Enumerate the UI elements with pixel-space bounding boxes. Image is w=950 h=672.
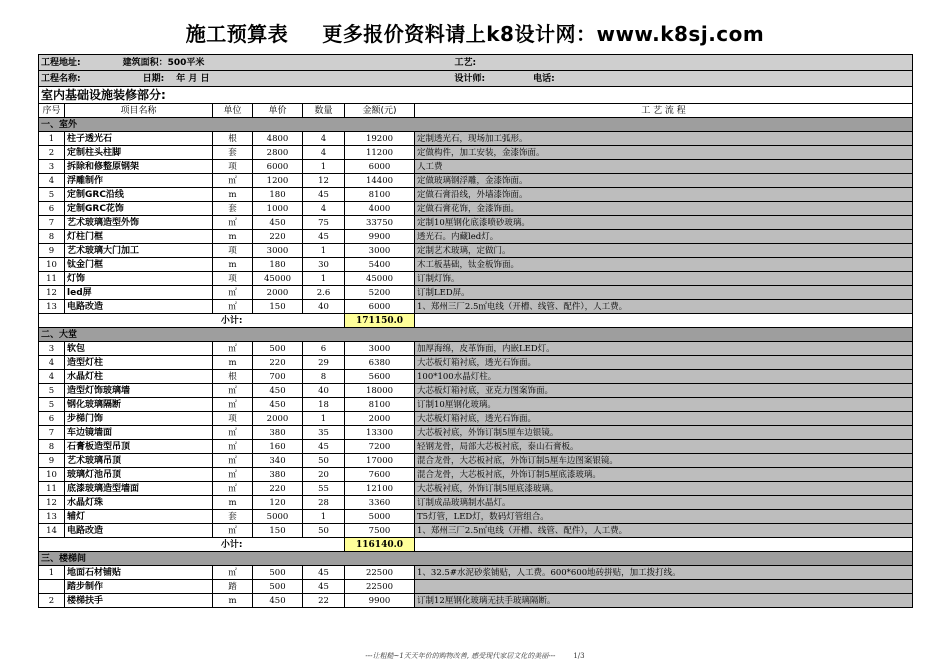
item-unit: ㎡ <box>213 342 253 356</box>
item-unit: 项 <box>213 160 253 174</box>
section-title: 室内基础设施装修部分: <box>39 87 913 104</box>
item-quantity: 40 <box>303 384 345 398</box>
item-quantity: 45 <box>303 188 345 202</box>
item-amount: 3000 <box>345 244 415 258</box>
item-name: 钛金门框 <box>65 258 213 272</box>
item-process: 1、32.5#水泥砂浆铺贴，人工费。600*600地砖拼贴，加工拨打线。 <box>415 566 913 580</box>
item-unit-price: 500 <box>253 566 303 580</box>
item-unit: ㎡ <box>213 524 253 538</box>
item-process: 定做石膏花饰，金漆饰面。 <box>415 202 913 216</box>
item-amount: 9900 <box>345 230 415 244</box>
table-row <box>39 510 913 524</box>
item-name: 定制GRC花饰 <box>65 202 213 216</box>
item-unit-price: 500 <box>253 342 303 356</box>
category-title: 三、楼梯间 <box>39 552 913 566</box>
item-unit-price: 120 <box>253 496 303 510</box>
item-unit-price: 160 <box>253 440 303 454</box>
item-index: 1 <box>39 566 65 580</box>
designer-label: 设计师: <box>454 73 486 84</box>
table-row <box>39 440 913 454</box>
item-quantity: 50 <box>303 524 345 538</box>
item-unit-price: 6000 <box>253 160 303 174</box>
item-index: 3 <box>39 342 65 356</box>
table-row <box>39 482 913 496</box>
item-unit-price: 450 <box>253 216 303 230</box>
item-index: 4 <box>39 356 65 370</box>
item-amount: 11200 <box>345 146 415 160</box>
table-row <box>39 258 913 272</box>
item-name: 浮雕制作 <box>65 174 213 188</box>
item-index: 7 <box>39 426 65 440</box>
table-row <box>39 160 913 174</box>
item-unit-price: 340 <box>253 454 303 468</box>
table-row <box>39 202 913 216</box>
budget-sheet <box>38 54 913 608</box>
item-unit-price: 220 <box>253 230 303 244</box>
item-index <box>39 580 65 594</box>
item-unit: 项 <box>213 412 253 426</box>
item-unit: 踏 <box>213 580 253 594</box>
item-unit: ㎡ <box>213 300 253 314</box>
item-process: 定做玻璃钢浮雕，金漆饰面。 <box>415 174 913 188</box>
item-unit: 项 <box>213 272 253 286</box>
item-index: 5 <box>39 384 65 398</box>
item-amount: 14400 <box>345 174 415 188</box>
item-unit: 套 <box>213 146 253 160</box>
item-unit-price: 4800 <box>253 132 303 146</box>
item-amount: 19200 <box>345 132 415 146</box>
item-amount: 12100 <box>345 482 415 496</box>
item-process: T5灯管，LED灯，数码灯管组合。 <box>415 510 913 524</box>
item-amount: 45000 <box>345 272 415 286</box>
item-unit-price: 450 <box>253 384 303 398</box>
item-process: 100*100水晶灯柱。 <box>415 370 913 384</box>
item-process: 加厚海绵，皮革饰面，内嵌LED灯。 <box>415 342 913 356</box>
category-row <box>39 328 913 342</box>
item-index: 3 <box>39 160 65 174</box>
item-index: 6 <box>39 412 65 426</box>
subtotal-amount: 171150.0 <box>345 314 415 328</box>
date-fields: 年 月 日 <box>176 73 210 84</box>
table-row <box>39 468 913 482</box>
item-unit-price: 5000 <box>253 510 303 524</box>
item-unit: ㎡ <box>213 216 253 230</box>
item-index: 5 <box>39 398 65 412</box>
item-index: 8 <box>39 230 65 244</box>
item-quantity: 4 <box>303 132 345 146</box>
page-number: 1/3 <box>573 652 585 660</box>
item-amount: 7500 <box>345 524 415 538</box>
item-process: 混合龙骨，大芯板衬底，外饰订制5厘底漆玻璃。 <box>415 468 913 482</box>
item-unit: m <box>213 594 253 608</box>
item-quantity: 75 <box>303 216 345 230</box>
item-unit: m <box>213 356 253 370</box>
header-quantity: 数量 <box>303 104 345 118</box>
item-index: 12 <box>39 496 65 510</box>
item-unit-price: 1200 <box>253 174 303 188</box>
item-quantity: 40 <box>303 300 345 314</box>
item-index: 11 <box>39 272 65 286</box>
item-name: 定制柱头柱脚 <box>65 146 213 160</box>
item-quantity: 22 <box>303 594 345 608</box>
item-name: 柱子透光石 <box>65 132 213 146</box>
item-amount: 2000 <box>345 412 415 426</box>
table-row <box>39 300 913 314</box>
table-row <box>39 454 913 468</box>
table-row <box>39 580 913 594</box>
item-amount: 4000 <box>345 202 415 216</box>
item-index: 10 <box>39 258 65 272</box>
item-index: 8 <box>39 440 65 454</box>
item-unit-price: 450 <box>253 594 303 608</box>
item-quantity: 8 <box>303 370 345 384</box>
item-amount: 3360 <box>345 496 415 510</box>
item-unit: m <box>213 230 253 244</box>
item-unit-price: 3000 <box>253 244 303 258</box>
project-address-label: 工程地址: 建筑面积：500平米 <box>39 55 213 71</box>
item-unit-price: 150 <box>253 524 303 538</box>
item-process: 订制成品玻璃制水晶灯。 <box>415 496 913 510</box>
item-name: 造型灯饰玻璃墙 <box>65 384 213 398</box>
item-process: 大芯板灯箱衬底，亚克力图案饰面。 <box>415 384 913 398</box>
item-process: 定制艺术玻璃，定做门。 <box>415 244 913 258</box>
item-quantity: 29 <box>303 356 345 370</box>
building-area: 建筑面积：500平米 <box>122 57 205 68</box>
table-row <box>39 496 913 510</box>
table-row <box>39 594 913 608</box>
item-amount: 5600 <box>345 370 415 384</box>
item-amount: 17000 <box>345 454 415 468</box>
item-unit-price: 220 <box>253 356 303 370</box>
item-name: 楼梯扶手 <box>65 594 213 608</box>
item-process: 定做构件，加工安装，金漆饰面。 <box>415 146 913 160</box>
item-name: 步梯门饰 <box>65 412 213 426</box>
table-row <box>39 566 913 580</box>
item-unit-price: 700 <box>253 370 303 384</box>
date-label: 日期: <box>142 73 165 84</box>
table-row <box>39 146 913 160</box>
category-row <box>39 552 913 566</box>
item-quantity: 1 <box>303 244 345 258</box>
item-name: 水晶灯柱 <box>65 370 213 384</box>
item-unit: 套 <box>213 202 253 216</box>
item-name: 定制GRC沿线 <box>65 188 213 202</box>
item-process: 订制12厘钢化玻璃无扶手玻璃隔断。 <box>415 594 913 608</box>
item-process: 大芯板衬底，外饰订制5厘车边银镜。 <box>415 426 913 440</box>
item-unit: 项 <box>213 244 253 258</box>
item-unit-price: 45000 <box>253 272 303 286</box>
item-name: 玻璃灯池吊顶 <box>65 468 213 482</box>
table-row <box>39 174 913 188</box>
item-name: 地面石材铺贴 <box>65 566 213 580</box>
item-index: 9 <box>39 244 65 258</box>
item-quantity: 1 <box>303 160 345 174</box>
item-process: 透光石。内藏led灯。 <box>415 230 913 244</box>
item-name: 踏步制作 <box>65 580 213 594</box>
item-unit-price: 180 <box>253 188 303 202</box>
item-quantity: 1 <box>303 412 345 426</box>
item-name: 艺术玻璃造型外饰 <box>65 216 213 230</box>
item-index: 11 <box>39 482 65 496</box>
item-amount: 22500 <box>345 580 415 594</box>
item-unit: ㎡ <box>213 440 253 454</box>
title-promo: 更多报价资料请上k8设计网：www.k8sj.com <box>322 22 765 46</box>
item-quantity: 18 <box>303 398 345 412</box>
info-row-address <box>39 55 913 71</box>
item-name: 底漆玻璃造型墙面 <box>65 482 213 496</box>
item-unit-price: 2000 <box>253 286 303 300</box>
item-process: 定做石膏沿线，外墙漆饰面。 <box>415 188 913 202</box>
item-name: 软包 <box>65 342 213 356</box>
item-amount: 7200 <box>345 440 415 454</box>
table-row <box>39 188 913 202</box>
item-process: 轻钢龙骨，局部大芯板衬底，泰山石膏板。 <box>415 440 913 454</box>
item-process: 人工费 <box>415 160 913 174</box>
item-process: 木工板基础，钛金板饰面。 <box>415 258 913 272</box>
table-row <box>39 244 913 258</box>
item-amount: 22500 <box>345 566 415 580</box>
craft-label: 工艺: <box>415 55 913 71</box>
item-amount: 5000 <box>345 510 415 524</box>
item-process: 订制LED屏。 <box>415 286 913 300</box>
item-process <box>415 580 913 594</box>
page-footer <box>0 651 950 661</box>
table-row <box>39 524 913 538</box>
item-index: 1 <box>39 132 65 146</box>
item-index: 2 <box>39 146 65 160</box>
item-quantity: 45 <box>303 566 345 580</box>
item-unit: m <box>213 258 253 272</box>
item-unit: 套 <box>213 510 253 524</box>
table-row <box>39 412 913 426</box>
item-unit-price: 2800 <box>253 146 303 160</box>
column-header-row <box>39 104 913 118</box>
table-row <box>39 342 913 356</box>
item-amount: 33750 <box>345 216 415 230</box>
item-name: 辅灯 <box>65 510 213 524</box>
item-index: 2 <box>39 594 65 608</box>
item-name: 艺术玻璃吊顶 <box>65 454 213 468</box>
item-quantity: 50 <box>303 454 345 468</box>
item-index: 10 <box>39 468 65 482</box>
header-unit-price: 单价 <box>253 104 303 118</box>
designer-phone <box>415 71 913 87</box>
item-quantity: 20 <box>303 468 345 482</box>
item-amount: 5200 <box>345 286 415 300</box>
section-heading-row <box>39 87 913 104</box>
item-unit: ㎡ <box>213 286 253 300</box>
header-index: 序号 <box>39 104 65 118</box>
table-row <box>39 272 913 286</box>
item-amount: 18000 <box>345 384 415 398</box>
item-name: 水晶灯珠 <box>65 496 213 510</box>
table-row <box>39 216 913 230</box>
item-process: 混合龙骨，大芯板衬底，外饰订制5厘车边图案银镜。 <box>415 454 913 468</box>
item-quantity: 2.6 <box>303 286 345 300</box>
item-quantity: 1 <box>303 272 345 286</box>
item-unit: m <box>213 496 253 510</box>
subtotal-label: 小计: <box>220 315 243 326</box>
item-name: 石膏板造型吊顶 <box>65 440 213 454</box>
category-title: 一、室外 <box>39 118 913 132</box>
header-process: 工 艺 流 程 <box>415 104 913 118</box>
item-unit-price: 2000 <box>253 412 303 426</box>
item-unit: ㎡ <box>213 468 253 482</box>
table-row <box>39 426 913 440</box>
subtotal-row <box>39 314 913 328</box>
item-quantity: 4 <box>303 146 345 160</box>
item-amount: 3000 <box>345 342 415 356</box>
item-index: 7 <box>39 216 65 230</box>
item-unit: ㎡ <box>213 566 253 580</box>
item-index: 5 <box>39 188 65 202</box>
item-unit: ㎡ <box>213 454 253 468</box>
info-row-name <box>39 71 913 87</box>
item-amount: 7600 <box>345 468 415 482</box>
table-row <box>39 398 913 412</box>
item-process: 定制透光石，现场加工弧形。 <box>415 132 913 146</box>
item-process: 订制10厘钢化玻璃。 <box>415 398 913 412</box>
item-process: 1、郑州三厂2.5㎡电线（开槽、线管、配件），人工费。 <box>415 524 913 538</box>
item-quantity: 28 <box>303 496 345 510</box>
header-amount: 金额(元) <box>345 104 415 118</box>
item-name: 艺术玻璃大门加工 <box>65 244 213 258</box>
item-quantity: 30 <box>303 258 345 272</box>
item-process: 1、郑州三厂2.5㎡电线（开槽、线管、配件），人工费。 <box>415 300 913 314</box>
item-unit: ㎡ <box>213 384 253 398</box>
item-process: 大芯板衬底，外饰订制5厘底漆玻璃。 <box>415 482 913 496</box>
item-process: 大芯板灯箱衬底，透光石饰面。 <box>415 356 913 370</box>
item-unit: ㎡ <box>213 398 253 412</box>
project-name-label: 工程名称: 日期: 年 月 日 <box>39 71 213 87</box>
phone-label: 电话: <box>533 73 555 84</box>
header-item-name: 项目名称 <box>65 104 213 118</box>
item-unit: ㎡ <box>213 482 253 496</box>
item-name: 灯饰 <box>65 272 213 286</box>
item-unit-price: 380 <box>253 468 303 482</box>
item-index: 6 <box>39 202 65 216</box>
item-index: 4 <box>39 174 65 188</box>
budget-table <box>38 54 913 608</box>
item-name: 灯柱门框 <box>65 230 213 244</box>
item-name: 电路改造 <box>65 524 213 538</box>
item-unit-price: 1000 <box>253 202 303 216</box>
item-quantity: 1 <box>303 510 345 524</box>
item-name: 电路改造 <box>65 300 213 314</box>
item-name: 车边镜墙面 <box>65 426 213 440</box>
table-row <box>39 230 913 244</box>
category-title: 二、大堂 <box>39 328 913 342</box>
item-name: led屏 <box>65 286 213 300</box>
item-amount: 5400 <box>345 258 415 272</box>
item-amount: 9900 <box>345 594 415 608</box>
item-amount: 8100 <box>345 398 415 412</box>
item-index: 14 <box>39 524 65 538</box>
item-name: 拆除和修整原钢架 <box>65 160 213 174</box>
header-unit: 单位 <box>213 104 253 118</box>
table-row <box>39 384 913 398</box>
subtotal-row <box>39 538 913 552</box>
table-row <box>39 286 913 300</box>
title-main: 施工预算表 <box>185 22 289 46</box>
item-index: 9 <box>39 454 65 468</box>
item-name: 钢化玻璃隔断 <box>65 398 213 412</box>
item-quantity: 35 <box>303 426 345 440</box>
item-unit-price: 380 <box>253 426 303 440</box>
item-unit: m <box>213 188 253 202</box>
item-unit-price: 450 <box>253 398 303 412</box>
item-index: 4 <box>39 370 65 384</box>
item-quantity: 45 <box>303 230 345 244</box>
item-unit: 根 <box>213 370 253 384</box>
item-unit-price: 180 <box>253 258 303 272</box>
item-quantity: 4 <box>303 202 345 216</box>
item-unit-price: 220 <box>253 482 303 496</box>
subtotal-label: 小计: <box>220 539 243 550</box>
item-amount: 13300 <box>345 426 415 440</box>
item-index: 13 <box>39 510 65 524</box>
item-amount: 6000 <box>345 160 415 174</box>
item-process: 定制10厘钢化底漆喷砂玻璃。 <box>415 216 913 230</box>
item-unit-price: 500 <box>253 580 303 594</box>
item-quantity: 55 <box>303 482 345 496</box>
footer-text: ---让粗糙~1天天年价的购物改善, 感受现代家居文化的美丽--- <box>365 652 556 660</box>
item-quantity: 45 <box>303 580 345 594</box>
item-index: 12 <box>39 286 65 300</box>
page-title <box>0 18 950 47</box>
item-name: 造型灯柱 <box>65 356 213 370</box>
category-row <box>39 118 913 132</box>
item-process: 大芯板灯箱衬底，透光石饰面。 <box>415 412 913 426</box>
table-row <box>39 356 913 370</box>
item-quantity: 6 <box>303 342 345 356</box>
item-quantity: 12 <box>303 174 345 188</box>
table-row <box>39 370 913 384</box>
item-amount: 8100 <box>345 188 415 202</box>
item-quantity: 45 <box>303 440 345 454</box>
item-index: 13 <box>39 300 65 314</box>
item-unit: ㎡ <box>213 174 253 188</box>
item-unit: ㎡ <box>213 426 253 440</box>
item-unit-price: 150 <box>253 300 303 314</box>
table-row <box>39 132 913 146</box>
item-amount: 6380 <box>345 356 415 370</box>
item-unit: 根 <box>213 132 253 146</box>
item-process: 订制灯饰。 <box>415 272 913 286</box>
item-amount: 6000 <box>345 300 415 314</box>
subtotal-amount: 116140.0 <box>345 538 415 552</box>
